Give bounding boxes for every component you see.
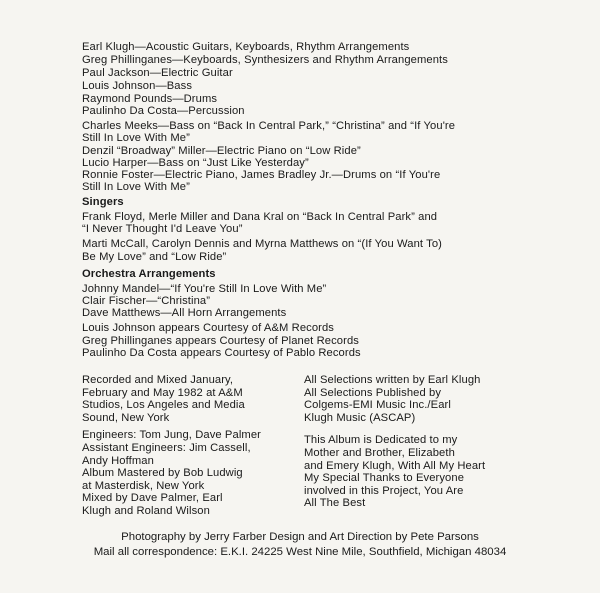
credit-line: This Album is Dedicated to my [304, 434, 458, 447]
credit-line: Clair Fischer—“Christina” [82, 295, 211, 307]
credit-line: Studios, Los Angeles and Media [82, 399, 245, 412]
credit-line: Assistant Engineers: Jim Cassell, [82, 441, 251, 454]
credit-line: Charles Meeks—Bass on “Back In Central Park,” “Christina” and “If You're [82, 120, 456, 132]
credit-line: Be My Love” and “Low Ride” [82, 251, 227, 263]
credit-line: All Selections Published by [304, 386, 442, 399]
credit-line: involved in this Project, You Are [304, 484, 464, 497]
credit-line: Denzil “Broadway” Miller—Electric Piano on “Low Ride” [82, 145, 361, 157]
credit-line: Dave Matthews—All Horn Arrangements [82, 307, 287, 319]
credit-line: Greg Phillinganes—Keyboards, Synthesizers and Rhythm Arrangements [82, 54, 448, 66]
credit-line: Mixed by Dave Palmer, Earl [82, 492, 223, 505]
credit-line: Album Mastered by Bob Ludwig [82, 467, 243, 480]
credit-line: Recorded and Mixed January, [82, 374, 234, 386]
credit-line: Klugh and Roland Wilson [82, 504, 210, 517]
credit-line: Paulinho Da Costa appears Courtesy of Pablo Records [82, 347, 361, 359]
recording-credits-column [82, 374, 261, 518]
credit-line: at Masterdisk, New York [82, 479, 205, 492]
credit-line: Still In Love With Me” [82, 181, 190, 193]
credit-line: Johnny Mandel—“If You're Still In Love With Me” [82, 283, 327, 295]
credit-line: Paulinho Da Costa—Percussion [82, 105, 245, 117]
credit-line: Still In Love With Me” [82, 132, 190, 144]
credit-line: Colgems-EMI Music Inc./Earl [304, 399, 451, 412]
credit-line: and Emery Klugh, With All My Heart [304, 459, 486, 472]
credit-line: Klugh Music (ASCAP) [304, 411, 416, 424]
section-heading: Singers [82, 196, 124, 208]
mailing-address: Mail all correspondence: E.K.I. 24225 West Nine Mile, Southfield, Michigan 48034 [93, 546, 507, 558]
credit-line: Ronnie Foster—Electric Piano, James Bradley Jr.—Drums on “If You're [82, 169, 441, 181]
credit-line: Sound, New York [82, 411, 170, 424]
publishing-credits-column [304, 374, 485, 510]
credit-line: “I Never Thought I'd Leave You” [82, 223, 243, 235]
credit-line: Lucio Harper—Bass on “Just Like Yesterday” [82, 157, 309, 169]
credit-line: All The Best [304, 497, 366, 510]
credit-line: Raymond Pounds—Drums [82, 93, 218, 105]
credit-line: Mother and Brother, Elizabeth [304, 446, 455, 459]
section-heading: Orchestra Arrangements [82, 268, 216, 280]
credit-line: February and May 1982 at A&M [82, 386, 243, 399]
credit-line: Louis Johnson—Bass [82, 80, 193, 92]
credit-line: Engineers: Tom Jung, Dave Palmer [82, 429, 261, 442]
credit-line: Greg Phillinganes appears Courtesy of Planet Records [82, 335, 359, 347]
credit-line: Frank Floyd, Merle Miller and Dana Kral on “Back In Central Park” and [82, 211, 438, 223]
credit-line: All Selections written by Earl Klugh [304, 374, 481, 386]
credit-line: My Special Thanks to Everyone [304, 472, 465, 485]
photography-credit: Photography by Jerry Farber Design and Art Direction by Pete Parsons [121, 531, 479, 543]
credit-line: Marti McCall, Carolyn Dennis and Myrna Matthews on “(If You Want To) [82, 238, 442, 250]
credit-line: Paul Jackson—Electric Guitar [82, 67, 233, 79]
credit-line: Earl Klugh—Acoustic Guitars, Keyboards, Rhythm Arrangements [82, 41, 410, 53]
credit-line: Andy Hoffman [82, 454, 154, 467]
credit-line: Louis Johnson appears Courtesy of A&M Records [82, 322, 335, 334]
